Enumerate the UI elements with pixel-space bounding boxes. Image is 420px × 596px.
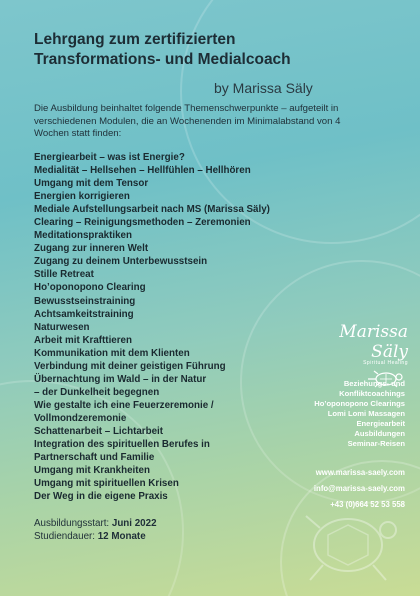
list-item: Energien korrigieren	[34, 191, 130, 203]
list-item: Meditationspraktiken	[34, 230, 132, 242]
brand-tagline: Spiritual Healing	[363, 360, 408, 366]
author-line: by Marissa Säly	[214, 80, 313, 96]
list-item: Verbindung mit deiner geistigen Führung	[34, 360, 226, 372]
duration-value: 12 Monate	[97, 531, 146, 542]
list-item: Zugang zu deinem Unterbewusstsein	[34, 256, 208, 268]
list-item: Der Weg in die eigene Praxis	[34, 491, 168, 503]
service-item: Ho’oponopono Clearings	[314, 399, 405, 408]
list-item: Bewusstseinstraining	[34, 295, 136, 307]
list-item: Integration des spirituellen Berufes in	[34, 439, 210, 451]
list-item: Umgang mit dem Tensor	[34, 178, 149, 190]
service-item: Lomi Lomi Massagen	[327, 409, 405, 418]
list-item: – der Dunkelheit begegnen	[34, 386, 160, 398]
list-item: Partnerschaft und Familie	[34, 452, 155, 464]
list-item: Umgang mit spirituellen Krisen	[34, 478, 179, 490]
service-item: Konfliktcoachings	[339, 389, 405, 398]
list-item: Übernachtung im Wald – in der Natur	[34, 373, 207, 385]
start-line	[34, 517, 157, 530]
list-item: Achtsamkeitstraining	[34, 308, 134, 320]
list-item: Clearing – Reinigungsmethoden – Zeremonien	[34, 217, 251, 229]
start-label: Ausbildungsstart:	[34, 518, 112, 529]
list-item: Mediale Aufstellungsarbeit nach MS (Marissa Säly)	[34, 204, 270, 216]
start-value: Juni 2022	[111, 518, 157, 529]
list-item: Naturwesen	[34, 321, 90, 333]
services-list	[255, 379, 405, 449]
duration-line	[34, 530, 157, 543]
flyer-title: Lehrgang zum zertifizierten Transformations- und Medialcoach	[34, 31, 291, 68]
turtle-decoration-icon	[288, 490, 408, 590]
list-item: Stille Retreat	[34, 269, 94, 281]
email-link[interactable]: info@marissa-saely.com	[313, 484, 405, 493]
list-item: Zugang zur inneren Welt	[34, 243, 149, 255]
list-item: Arbeit mit Krafttieren	[34, 334, 132, 346]
service-item: Ausbildungen	[354, 429, 405, 438]
intro-text: Die Ausbildung beinhaltet folgende Themenschwerpunkte – aufgeteilt in verschiedenen Modulen, die an Wochenenden im Minimalabstand von 4 Wochen statt finden:	[34, 103, 341, 139]
service-item: Beziehungs- und	[343, 379, 405, 388]
course-info	[34, 517, 157, 543]
list-item: Schattenarbeit – Lichtarbeit	[34, 425, 164, 437]
list-item: Wie gestalte ich eine Feuerzeremonie /	[34, 399, 214, 411]
service-item: Energiearbeit	[356, 419, 405, 428]
list-item: Vollmondzeremonie	[34, 412, 127, 424]
service-item: Seminar-Reisen	[347, 439, 405, 448]
phone-number[interactable]: +43 (0)664 52 53 558	[330, 500, 405, 509]
website-link[interactable]: www.marissa-saely.com	[315, 468, 405, 477]
list-item: Ho’oponopono Clearing	[34, 282, 146, 294]
duration-label: Studiendauer:	[34, 531, 98, 542]
list-item: Umgang mit Krankheiten	[34, 465, 150, 477]
list-item: Kommunikation mit dem Klienten	[34, 347, 190, 359]
brand-name: Marissa Säly	[339, 322, 408, 362]
list-item: Medialität – Hellsehen – Hellfühlen – Hellhören	[34, 165, 251, 177]
topic-list	[34, 151, 294, 503]
list-item: Energiearbeit – was ist Energie?	[34, 152, 185, 163]
